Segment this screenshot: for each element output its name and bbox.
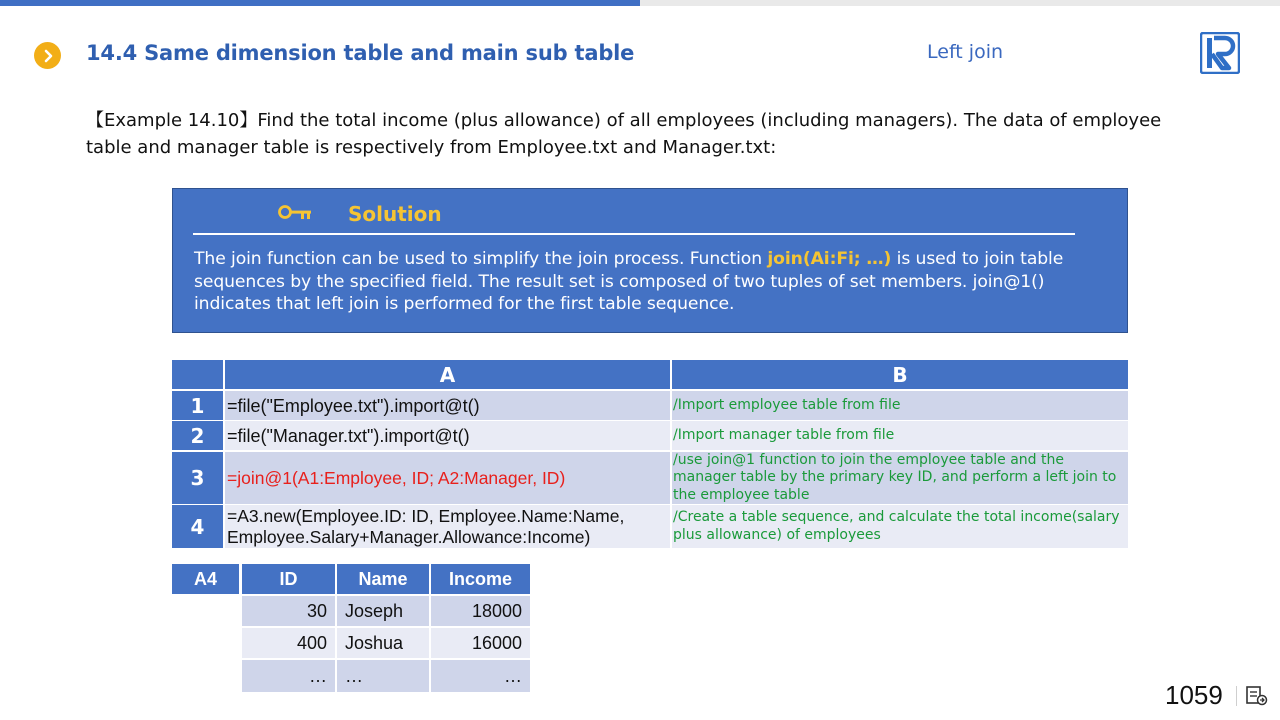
solution-text <box>194 248 1094 316</box>
result-header-id: ID <box>242 564 335 594</box>
result-cell: 400 <box>242 628 335 658</box>
solution-highlight: join(Ai:Fi; …) <box>767 249 892 269</box>
example-description: 【Example 14.10】Find the total income (plus allowance) of all employees (including managers). The data of employee table and manager table is respectively from Employee.txt and Manager.txt: <box>86 110 1162 158</box>
page-number: 1059 <box>1165 680 1223 710</box>
grid-corner-cell <box>172 360 223 389</box>
result-cell: Joseph <box>337 596 429 626</box>
result-cell: … <box>431 660 530 692</box>
key-icon <box>278 204 312 224</box>
cell-a4[interactable]: =A3.new(Employee.ID: ID, Employee.Name:Name, Employee.Salary+Manager.Allowance:Income) <box>225 505 670 548</box>
cell-b1[interactable]: /Import employee table from file <box>672 391 1128 420</box>
solution-title: Solution <box>348 202 442 226</box>
result-cell: Joshua <box>337 628 429 658</box>
page-title: 14.4 Same dimension table and main sub table <box>86 41 635 65</box>
slide-progress-fill <box>0 0 640 6</box>
result-cell: 18000 <box>431 596 530 626</box>
solution-text-before: The join function can be used to simplify the join process. Function <box>194 249 768 269</box>
solution-divider <box>193 233 1075 235</box>
raqsoft-logo-icon <box>1200 32 1240 74</box>
row-header-4[interactable]: 4 <box>172 505 223 548</box>
result-cell: 30 <box>242 596 335 626</box>
result-cell: … <box>337 660 429 692</box>
solution-text-after: is used to join table sequences by the specified field. The result set is composed of two tuples of set members. join@1() indicates that left join is performed for the first table sequence. <box>194 249 1064 314</box>
slide-nav-icon[interactable] <box>1246 686 1268 710</box>
cell-b4[interactable]: /Create a table sequence, and calculate the total income(salary plus allowance) of employees <box>672 505 1128 548</box>
slide-progress-bar <box>0 0 1280 6</box>
cell-a1[interactable]: =file("Employee.txt").import@t() <box>225 391 670 420</box>
result-label: A4 <box>172 564 239 594</box>
result-cell: … <box>242 660 335 692</box>
row-header-2[interactable]: 2 <box>172 421 223 450</box>
cell-a3[interactable]: =join@1(A1:Employee, ID; A2:Manager, ID) <box>225 452 670 504</box>
cell-b2[interactable]: /Import manager table from file <box>672 421 1128 450</box>
column-header-a[interactable]: A <box>225 360 670 389</box>
result-cell: 16000 <box>431 628 530 658</box>
section-subtitle: Left join <box>927 41 1004 63</box>
row-header-1[interactable]: 1 <box>172 391 223 420</box>
result-header-income: Income <box>431 564 530 594</box>
column-header-b[interactable]: B <box>672 360 1128 389</box>
solution-box <box>172 188 1128 333</box>
chevron-right-icon <box>34 42 61 69</box>
footer-divider <box>1236 686 1237 706</box>
result-table <box>172 564 532 694</box>
row-header-3[interactable]: 3 <box>172 452 223 504</box>
code-grid <box>172 360 1128 550</box>
cell-b3[interactable]: /use join@1 function to join the employee table and the manager table by the primary key ID, and perform a left join to the employee table <box>672 452 1128 504</box>
result-header-name: Name <box>337 564 429 594</box>
cell-a2[interactable]: =file("Manager.txt").import@t() <box>225 421 670 450</box>
